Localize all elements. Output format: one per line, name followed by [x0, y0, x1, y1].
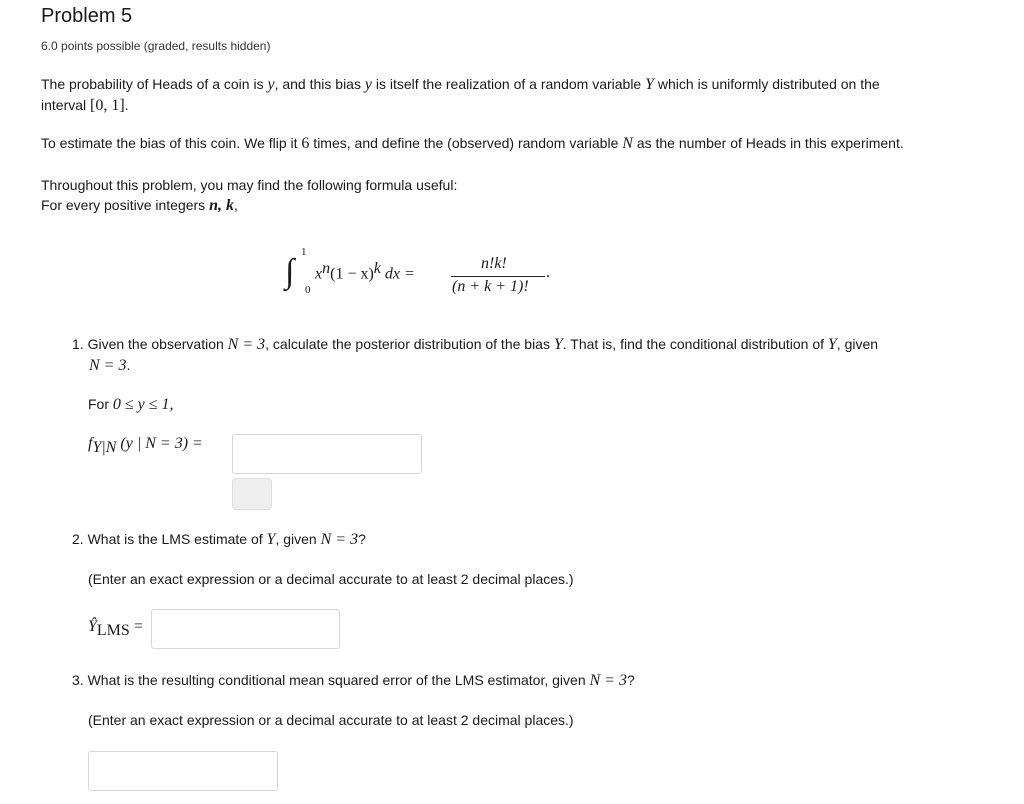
- question-1-text: 1. Given the observation N = 3, calculate the posterior distribution of the bias Y. That is, find the conditional distribution of Y, given N = 3.: [72, 336, 879, 374]
- intro-paragraph-3: Throughout this problem, you may find the following formula useful: For every positive integers n, k,: [41, 177, 458, 214]
- upper-limit: 1: [301, 246, 307, 258]
- mse-answer-input[interactable]: [88, 751, 278, 791]
- lms-label: $Ŷ_{LMS}$ =: [88, 618, 143, 639]
- integral-sign: ∫: [285, 253, 295, 290]
- posterior-label: $f_{Y|N}$ (y | N = 3) =: [88, 435, 203, 456]
- lms-answer-input[interactable]: [151, 609, 340, 649]
- intro-paragraph-2: To estimate the bias of this coin. We flip it 6 times, and define the (observed) random variable N as the number of Heads in this experiment.: [41, 135, 904, 152]
- lower-limit: 0: [305, 284, 311, 296]
- period: .: [546, 264, 550, 281]
- integrand: $x^n(1 - x)^k$ dx =: [315, 260, 415, 283]
- question-2-hint: (Enter an exact expression or a decimal accurate to at least 2 decimal places.): [88, 571, 574, 587]
- fraction-bar: [451, 276, 545, 277]
- intro-paragraph-1: The probability of Heads of a coin is y, and this bias y is itself the realization of a random variable Y which is uniformly distributed on the interval [0, 1].: [41, 76, 880, 114]
- points-info: 6.0 points possible (graded, results hidden): [41, 39, 271, 53]
- denominator: (n + k + 1)!: [452, 278, 529, 295]
- question-2-text: 2. What is the LMS estimate of Y, given N = 3?: [72, 531, 366, 548]
- problem-title: Problem 5: [41, 5, 133, 27]
- integral-formula: [285, 246, 565, 300]
- numerator: n!k!: [481, 255, 507, 272]
- range-condition: For 0 ≤ y ≤ 1,: [88, 396, 174, 413]
- posterior-answer-input[interactable]: [232, 434, 422, 474]
- question-3-text: 3. What is the resulting conditional mean squared error of the LMS estimator, given N = 3?: [72, 672, 635, 689]
- preview-button[interactable]: [232, 478, 272, 510]
- question-3-hint: (Enter an exact expression or a decimal accurate to at least 2 decimal places.): [88, 712, 574, 728]
